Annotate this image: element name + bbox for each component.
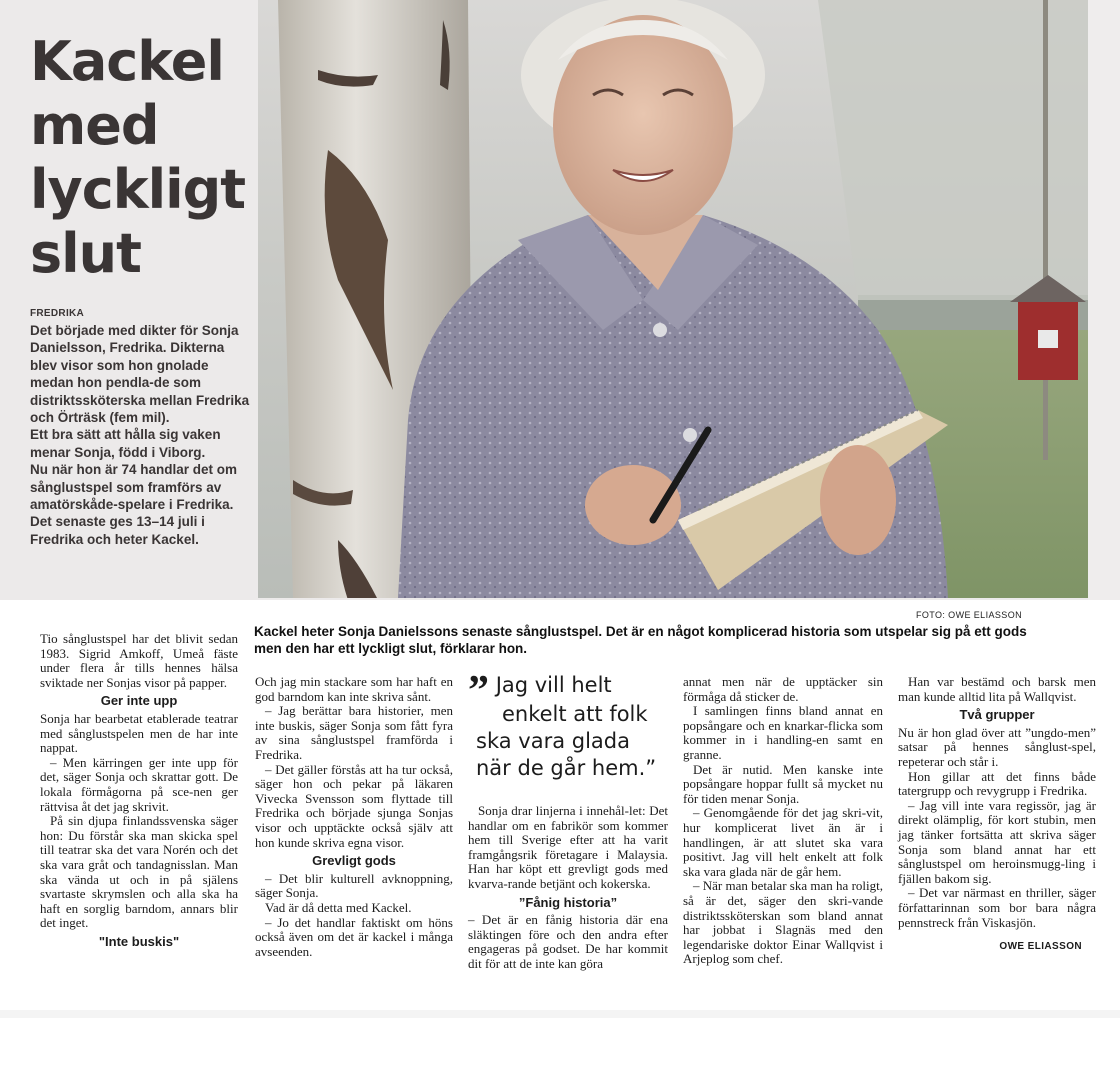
photo-illustration xyxy=(258,0,1088,598)
pull-quote-line: ska vara glada xyxy=(476,729,630,753)
subheading: Två grupper xyxy=(959,707,1035,723)
article-photo xyxy=(258,0,1088,598)
article-column-5 xyxy=(898,675,1096,955)
lead-paragraph: Det senaste ges 13–14 juli i Fredrika och heter Kackel. xyxy=(30,514,205,547)
headline-line: Kackel xyxy=(30,30,224,93)
body-paragraph: annat men när de upptäcker sin förmåga då sticker de. xyxy=(683,674,883,704)
body-paragraph: I samlingen finns bland annat en popsångare och en knarkar-flicka som kommer in i handling-en samt en granne. xyxy=(683,703,883,762)
pull-quote-text: Jag vill helt xyxy=(495,673,612,697)
body-paragraph: Nu är hon glad över att ”ungdo-men” satsar på hennes sånglust-spel, repeterar och står i. xyxy=(898,724,1096,769)
body-paragraph: Sonja har bearbetat etablerade teatrar med sånglustspelen men de har inte nappat. xyxy=(40,710,238,756)
body-paragraph: Han var bestämd och barsk men man kunde alltid lita på Wallqvist. xyxy=(898,674,1096,704)
pull-quote-line: när de går hem.” xyxy=(476,756,657,780)
photo-margin xyxy=(1088,0,1120,600)
body-paragraph: – Det blir kulturell avknoppning, säger Sonja. xyxy=(255,870,453,901)
photo-caption: Kackel heter Sonja Danielssons senaste sånglustspel. Det är en något komplicerad historia som utspelar sig på ett gods men den har ett lyckligt slut, förklarar hon. xyxy=(254,624,1027,656)
body-paragraph: – Jag vill inte vara regissör, jag är direkt olämplig, för kort stubin, men jag tänker fortsätta att skriva säger Sonja som bland annat har ett sånglustspel om heroinsmugg-ling i fjällen bakom sig. xyxy=(898,797,1096,886)
subheading: "Inte buskis" xyxy=(98,933,180,949)
body-paragraph: Och jag min stackare som har haft en god barndom kan inte skriva sånt. xyxy=(255,674,453,704)
page-bottom-edge xyxy=(0,1010,1120,1018)
article-column-2 xyxy=(255,675,453,959)
lead-text xyxy=(30,322,255,548)
body-paragraph: Tio sånglustspel har det blivit sedan 1983. Sigrid Amkoff, Umeå fäste under flera år tills hennes hälsa sviktade ner Sonjas visor på papper. xyxy=(40,631,238,690)
body-paragraph: – Det var närmast en thriller, säger författarinnan som bor bara några pennstreck från Viskasjön. xyxy=(898,885,1096,930)
headline-column xyxy=(30,30,255,600)
dateline: FREDRIKA xyxy=(30,308,85,319)
article-column-4 xyxy=(683,675,883,967)
body-paragraph: – Jo det handlar faktiskt om höns också även om det är kackel i många avseenden. xyxy=(255,914,453,959)
body-paragraph: Hon gillar att det finns både tatergrupp och revygrupp i Fredrika. xyxy=(898,768,1096,799)
quote-mark-icon: ” xyxy=(468,668,489,714)
byline: OWE ELIASSON xyxy=(999,941,1082,953)
headline-line: lyckligt xyxy=(30,158,246,221)
pull-quote xyxy=(468,668,668,782)
body-paragraph: Det är nutid. Men kanske inte popsångare hoppar fullt så mycket nu för tiden menar Sonja. xyxy=(683,761,883,806)
pull-quote-line: enkelt att folk xyxy=(502,702,648,726)
headline-line: med xyxy=(30,94,159,157)
body-paragraph: Sonja drar linjerna i innehål-let: Det handlar om en fabrikör som kommer hem till Sverige efter att ha varit framgångsrik företagare i Malaysia. Han har köpt ett grevligt gods med kvarva-rande betjänt och kokerska. xyxy=(468,803,668,891)
body-paragraph: – Det gäller förstås att ha tur också, säger hon och pekar på läkaren Vivecka Svensson som flyttade till Fredrika och började sjunga Sonjas visor och upptäckte också själv att hon kunde skriva egna visor. xyxy=(255,761,453,850)
lead-paragraph: Nu när hon är 74 handlar det om sånglustspel som framförs av amatörskåde-spelare i Fredrika. xyxy=(30,462,238,513)
body-paragraph: – Jag berättar bara historier, men inte buskis, säger Sonja som fått fyra av sina sånglustspel framförda i Fredrika. xyxy=(255,703,453,762)
headline xyxy=(30,30,255,286)
subheading: ”Fånig historia” xyxy=(518,894,618,910)
subheading: Ger inte upp xyxy=(100,693,178,709)
body-paragraph: – Genomgående för det jag skri-vit, hur komplicerat livet än är i handlingen, är att slutet ska vara positivt. Jag vill helt enkelt att folk ska vara glada när de går hem. xyxy=(683,805,883,879)
photo-credit: FOTO: OWE ELIASSON xyxy=(915,610,1022,620)
body-paragraph: På sin djupa finlandssvenska säger hon: Du förstår ska man skicka spel till teatrar ska det vara Norén och det ska vara gråt och tandagnisslan. Man ska vända ut och in på själens svartaste skrymslen och alla ska ha haft en sorglig barndom, annars blir det inget. xyxy=(40,813,238,931)
body-paragraph: – Men kärringen ger inte upp för det, säger Sonja och skrattar gott. De lokala förmågorna på sce-nen ger rättvisa åt det jag skrivit. xyxy=(40,754,238,814)
body-paragraph: Vad är då detta med Kackel. xyxy=(265,899,412,915)
article-column-3 xyxy=(468,668,668,972)
article-column-1 xyxy=(40,632,238,952)
lead-paragraph: Ett bra sätt att hålla sig vaken menar Sonja, född i Viborg. xyxy=(30,427,221,460)
headline-line: slut xyxy=(30,222,141,285)
body-paragraph: – Det är en fånig historia där ena släktingen före och den andra efter engageras på godset. De har kommit dit för att de inte kan göra xyxy=(468,912,668,971)
lead-paragraph: Det började med dikter för Sonja Danielsson, Fredrika. Dikterna blev visor som hon gnolade medan hon pendla-de som distriktssköterska mellan Fredrika och Örträsk (fem mil). xyxy=(30,323,250,426)
body-paragraph: – När man betalar ska man ha roligt, så är det, säger den skri-vande distriktssköterskan som bland annat har jobbat i Slagnäs med den legendariske doktor Einar Wallqvist i Arjeplog som chef. xyxy=(683,878,883,967)
subheading: Grevligt gods xyxy=(312,853,396,869)
